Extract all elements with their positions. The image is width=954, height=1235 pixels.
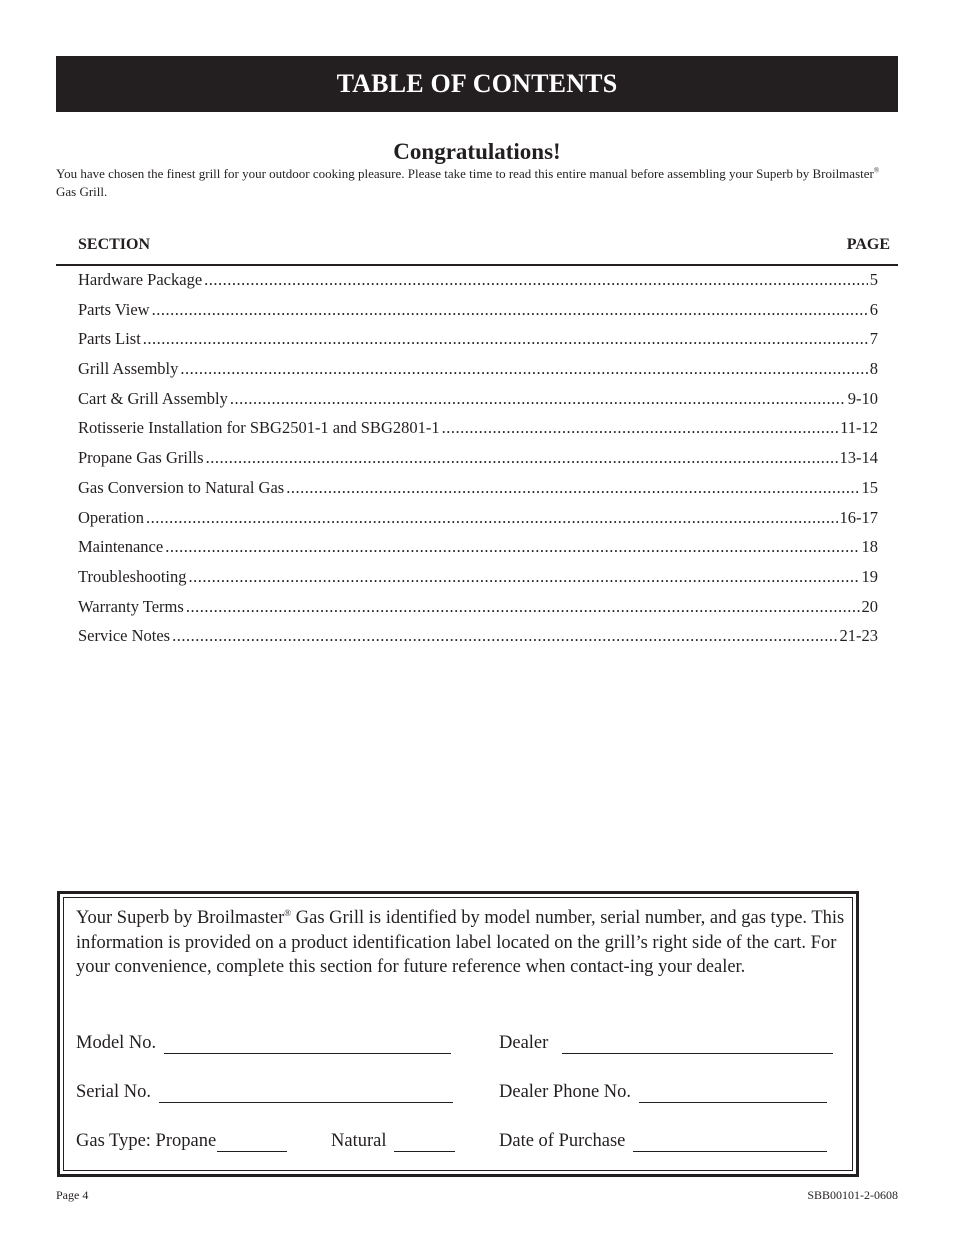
toc-item[interactable] [78,384,878,414]
gas-type-propane-field[interactable] [76,1131,287,1152]
serial-number-blank[interactable] [159,1084,453,1103]
serial-number-label: Serial No. [76,1082,152,1102]
title-bar [56,56,898,112]
model-number-blank[interactable] [164,1035,451,1054]
toc-item[interactable] [78,354,878,384]
toc-item[interactable] [78,295,878,325]
natural-label: Natural [331,1131,387,1151]
toc-item-page: 21-23 [839,626,878,646]
toc-leader-dots [143,324,868,354]
page-number: Page 4 [56,1188,89,1202]
toc-item-label: Troubleshooting [78,566,187,586]
toc-item-label: Service Notes [78,626,171,646]
registered-mark: ® [284,907,292,918]
toc-item[interactable] [78,562,878,592]
toc-item-page: 7 [869,329,878,349]
gas-type-propane-label: Gas Type: Propane [76,1131,217,1151]
toc-leader-dots [442,413,839,443]
toc-leader-dots [189,562,860,592]
toc-item[interactable] [78,592,878,622]
toc-leader-dots [165,532,859,562]
toc-item-page: 20 [861,596,878,616]
info-text-1: Your Superb by Broilmaster [76,908,285,928]
toc-item-label: Rotisserie Installation for SBG2501-1 and SBG2801-1 [78,418,440,438]
toc-item-label: Propane Gas Grills [78,448,204,468]
toc-item[interactable] [78,443,878,473]
dealer-label: Dealer [499,1033,549,1053]
toc-leader-dots [206,443,838,473]
toc-item-page: 11-12 [840,418,878,438]
toc-item-page: 13-14 [839,448,878,468]
toc-leader-dots [152,295,868,325]
toc-item[interactable] [78,413,878,443]
toc-item-page: 18 [861,537,878,557]
toc-page-label: PAGE [846,236,890,253]
date-of-purchase-field[interactable] [499,1131,827,1152]
dealer-phone-label: Dealer Phone No. [499,1082,632,1102]
dealer-field[interactable] [499,1033,833,1054]
gas-type-natural-field[interactable] [331,1131,455,1152]
toc-item-page: 16-17 [839,507,878,527]
page-title: TABLE OF CONTENTS [336,69,618,98]
toc-leader-dots [230,384,846,414]
toc-leader-dots [286,473,859,503]
dealer-phone-blank[interactable] [639,1084,827,1103]
toc-item-page: 15 [861,477,878,497]
natural-blank[interactable] [394,1133,455,1152]
document-code: SBB00101-2-0608 [807,1188,898,1202]
toc-section-label: SECTION [78,236,151,253]
product-info-inner-border [63,897,853,1171]
congratulations-heading: Congratulations! [393,139,561,164]
model-number-label: Model No. [76,1033,157,1053]
intro-text-2: Gas Grill. [56,184,108,199]
toc-leader-dots [186,592,860,622]
toc-list [78,265,878,651]
date-of-purchase-blank[interactable] [633,1133,827,1152]
dealer-blank[interactable] [562,1035,833,1054]
toc-header [78,236,890,254]
intro-text-1: You have chosen the finest grill for your outdoor cooking pleasure. Please take time to read this entire manual before assembling your Superb by Broilmaster [56,166,874,181]
toc-leader-dots [180,354,867,384]
serial-number-field[interactable] [76,1082,453,1103]
toc-item[interactable] [78,503,878,533]
registered-mark: ® [873,166,880,175]
toc-item-page: 6 [869,299,878,319]
toc-item-label: Parts View [78,299,150,319]
toc-item-label: Warranty Terms [78,596,184,616]
toc-item-page: 9-10 [847,388,878,408]
toc-leader-dots [204,265,868,295]
toc-item-label: Parts List [78,329,141,349]
toc-item[interactable] [78,532,878,562]
product-info-box [57,891,859,1177]
intro-paragraph [56,165,901,201]
toc-item-label: Cart & Grill Assembly [78,388,228,408]
info-text-2: Gas Grill is identified by model number, serial number, and gas type. This information is provided on a product identification label located on the grill’s right side of the cart. For your convenience, complete this section for future reference when contact-ing your dealer. [76,908,845,977]
toc-item[interactable] [78,265,878,295]
product-info-text [76,906,848,980]
toc-item-page: 5 [869,270,878,289]
toc-item-label: Gas Conversion to Natural Gas [78,477,285,497]
propane-blank[interactable] [217,1133,287,1152]
dealer-phone-field[interactable] [499,1082,827,1103]
toc-leader-dots [146,503,838,533]
toc-item-page: 19 [861,566,878,586]
toc-item[interactable] [78,473,878,503]
model-number-field[interactable] [76,1033,451,1054]
toc-item-label: Hardware Package [78,270,203,289]
toc-item-label: Grill Assembly [78,359,179,379]
toc-leader-dots [172,621,837,651]
toc-item-label: Operation [78,507,144,527]
date-of-purchase-label: Date of Purchase [499,1131,626,1151]
toc-item[interactable] [78,621,878,651]
toc-item[interactable] [78,324,878,354]
toc-item-label: Maintenance [78,537,164,557]
toc-item-page: 8 [869,359,878,379]
